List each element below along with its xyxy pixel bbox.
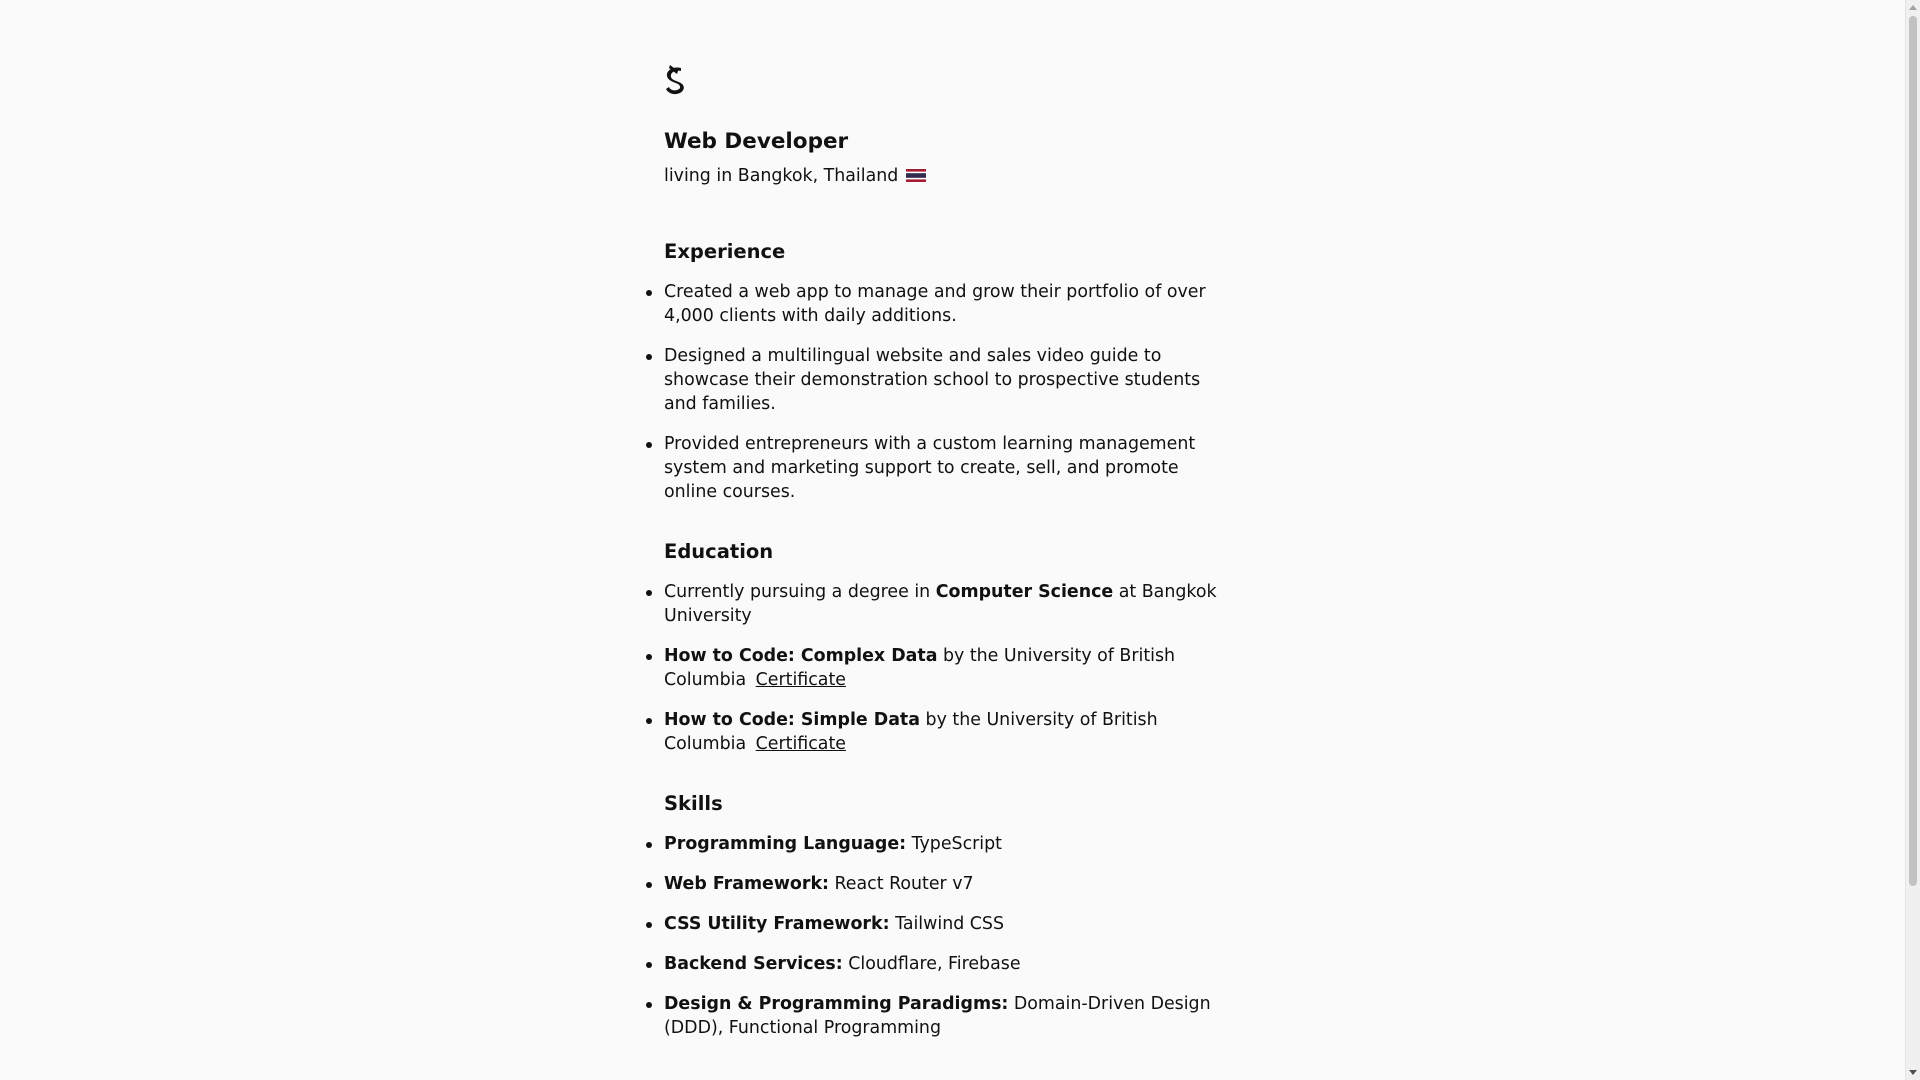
- location-line: [664, 164, 1234, 188]
- skill-label: Backend Services:: [664, 954, 843, 974]
- education-list: [664, 580, 1234, 756]
- education-section: [664, 538, 1234, 756]
- thailand-flag-icon: [906, 166, 926, 181]
- experience-section: [664, 238, 1234, 504]
- role-title: Web Developer: [664, 129, 849, 154]
- skill-label: Programming Language:: [664, 834, 907, 854]
- scroll-thumb[interactable]: [1909, 16, 1917, 886]
- skill-value: Domain-Driven Design (DDD), Functional Programming: [664, 994, 1211, 1038]
- scroll-up-icon[interactable]: [1909, 5, 1917, 10]
- skill-value: TypeScript: [906, 834, 1002, 854]
- logo-icon[interactable]: [664, 62, 692, 96]
- education-item: [664, 708, 1234, 756]
- skills-heading: Skills: [664, 792, 723, 815]
- course-title: How to Code: Simple Data: [664, 710, 920, 730]
- course-title: How to Code: Complex Data: [664, 646, 938, 666]
- page-scrollbar[interactable]: [1905, 0, 1920, 1080]
- course-provider: by the University of British Columbia: [664, 646, 1176, 690]
- education-text: at Bangkok University: [664, 582, 1217, 626]
- education-heading: Education: [664, 540, 774, 563]
- skills-section: [664, 790, 1234, 1040]
- resume-content: [664, 62, 1234, 1056]
- experience-item: Provided entrepreneurs with a custom learning management system and marketing support to create, sell, and promote online courses.: [664, 432, 1234, 504]
- scroll-down-icon[interactable]: [1909, 1070, 1917, 1075]
- skill-item: [664, 912, 1234, 936]
- experience-item: Designed a multilingual website and sales video guide to showcase their demonstration school to prospective students and families.: [664, 344, 1234, 416]
- experience-item: Created a web app to manage and grow their portfolio of over 4,000 clients with daily additions.: [664, 280, 1234, 328]
- skill-value: Cloudflare, Firebase: [842, 954, 1021, 974]
- education-degree: Computer Science: [935, 582, 1114, 602]
- skill-item: [664, 952, 1234, 976]
- experience-heading: Experience: [664, 240, 786, 263]
- skill-item: [664, 832, 1234, 856]
- education-item: [664, 644, 1234, 692]
- skills-list: [664, 832, 1234, 1040]
- certificate-link[interactable]: Certificate: [755, 670, 846, 690]
- skill-value: React Router v7: [828, 874, 974, 894]
- skill-value: Tailwind CSS: [889, 914, 1005, 934]
- skill-item: [664, 992, 1234, 1040]
- education-text: Currently pursuing a degree in: [664, 582, 936, 602]
- certificate-link[interactable]: Certificate: [755, 734, 846, 754]
- skill-label: Design & Programming Paradigms:: [664, 994, 1009, 1014]
- education-item: [664, 580, 1234, 628]
- location-text: living in Bangkok, Thailand: [664, 166, 899, 186]
- skill-item: [664, 872, 1234, 896]
- experience-list: [664, 280, 1234, 504]
- skill-label: Web Framework:: [664, 874, 829, 894]
- course-provider: by the University of British Columbia: [664, 710, 1158, 754]
- skill-label: CSS Utility Framework:: [664, 914, 890, 934]
